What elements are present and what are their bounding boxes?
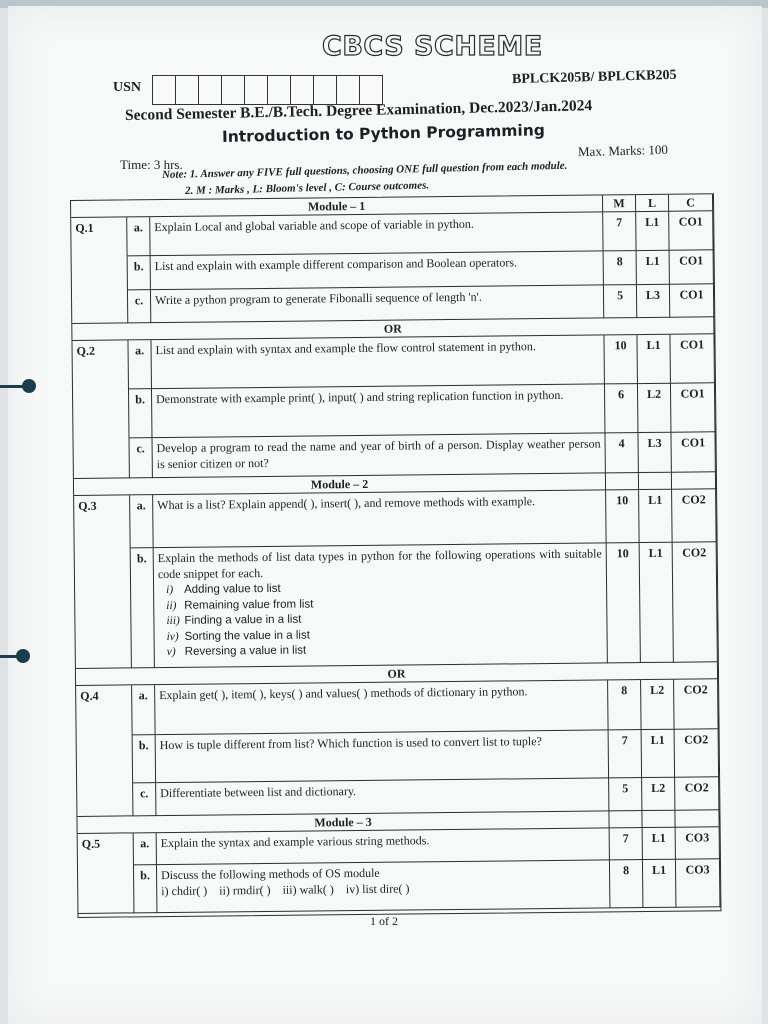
sub-label: b.: [133, 735, 157, 783]
blooms-level: L3: [637, 285, 670, 318]
course-outcome: CO1: [669, 211, 713, 250]
sub-item-list: [166, 579, 603, 661]
or-divider: OR: [72, 317, 714, 341]
course-outcome: CO1: [670, 250, 714, 284]
marks: 7: [610, 828, 643, 860]
module-1-header: Module – 1: [71, 195, 603, 218]
sub-label: b.: [134, 865, 158, 913]
marks: 8: [608, 680, 642, 730]
question-text: Explain the methods of list data types in python for the following operations with suitable code snippet for each.: [157, 546, 602, 581]
sub-item: iv) Sorting the value in a list: [166, 629, 310, 643]
blooms-level: L1: [637, 251, 670, 285]
blooms-level: L2: [641, 680, 675, 730]
usn-digit-box[interactable]: [175, 75, 199, 105]
sub-item: ii) Remaining value from list: [166, 598, 314, 612]
note-line-1: Note: 1. Answer any FIVE full questions, choosing ONE full question from each module.: [161, 159, 568, 181]
course-outcome: CO2: [673, 542, 718, 662]
col-m-header: M: [603, 195, 636, 212]
sub-label: c.: [129, 438, 152, 478]
question-text: Differentiate between list and dictionary.: [156, 778, 609, 816]
course-code: BPLCK205B/ BPLCKB205: [511, 67, 677, 88]
blooms-level: L2: [638, 384, 672, 433]
sub-label: a.: [130, 495, 154, 548]
usn-digit-box[interactable]: [336, 75, 360, 105]
marks: 7: [603, 212, 636, 251]
empty-cell: [642, 811, 675, 828]
empty-cell: [609, 811, 642, 828]
question-text-with-list: [154, 543, 608, 668]
marks: 10: [606, 490, 640, 543]
blooms-level: L3: [638, 433, 671, 473]
blooms-level: L2: [642, 778, 675, 811]
course-outcome: CO1: [670, 334, 715, 383]
question-text: Discuss the following methods of OS module: [161, 865, 380, 883]
question-text: Demonstrate with example print( ), input( ) and string replication function in python.: [152, 384, 605, 438]
question-text: Explain get( ), item( ), keys( ) and values( ) methods of dictionary in python.: [155, 680, 608, 735]
sub-label: a.: [134, 833, 157, 865]
subject-title: Introduction to Python Programming: [221, 121, 546, 146]
exam-title: Second Semester B.E./B.Tech. Degree Examination, Dec.2023/Jan.2024: [124, 97, 593, 124]
blooms-level: L1: [637, 335, 671, 384]
marks: 6: [605, 384, 639, 433]
usn-boxes: [152, 75, 382, 105]
usn-digit-box[interactable]: [152, 75, 176, 105]
question-text: List and explain with syntax and example the flow control statement in python.: [151, 335, 604, 389]
usn-digit-box[interactable]: [290, 75, 314, 105]
marks: 4: [605, 433, 638, 473]
blooms-level: L1: [642, 730, 676, 778]
note-line-2: 2. M : Marks , L: Bloom's level , C: Course outcomes.: [184, 179, 430, 197]
course-outcome: CO1: [671, 432, 715, 472]
sub-item: v) Reversing a value in list: [166, 644, 307, 659]
question-text: Explain the syntax and example various string methods.: [157, 828, 610, 865]
empty-cell: [606, 473, 639, 490]
sub-label: b.: [129, 389, 153, 438]
question-number: Q.5: [78, 833, 135, 914]
question-text: List and explain with example different comparison and Boolean operators.: [151, 251, 604, 290]
sub-item: iii) Finding a value in a list: [166, 613, 302, 628]
blooms-level: L1: [643, 828, 676, 860]
question-number: Q.2: [72, 340, 129, 479]
usn-digit-box[interactable]: [198, 75, 222, 105]
marks: 7: [609, 730, 643, 778]
marks: 10: [604, 335, 638, 384]
question-text: How is tuple different from list? Which function is used to convert list to tuple?: [156, 730, 609, 783]
sub-label: a.: [128, 340, 152, 389]
sub-label: b.: [131, 548, 155, 668]
question-number: Q.1: [71, 217, 128, 324]
punch-hole-top: [22, 379, 36, 393]
usn-digit-box[interactable]: [267, 75, 291, 105]
question-text: Develop a program to read the name and year of birth of a person. Display weather person is senior citizen or not?: [152, 433, 605, 478]
usn-digit-box[interactable]: [359, 75, 383, 105]
course-outcome: CO1: [671, 383, 716, 432]
course-outcome: CO2: [672, 489, 717, 542]
sub-label: a.: [132, 685, 156, 735]
page-number: 1 of 2: [370, 914, 398, 928]
question-text: What is a list? Explain append( ), insert( ), and remove methods with example.: [153, 490, 607, 548]
blooms-level: L1: [636, 212, 669, 251]
sub-label: c.: [133, 783, 156, 816]
question-text-multi: [157, 860, 610, 913]
empty-cell: [675, 810, 719, 827]
question-table: [70, 193, 721, 918]
question-text: Explain Local and global variable and scope of variable in python.: [150, 212, 603, 256]
usn-digit-box[interactable]: [313, 75, 337, 105]
module-2-header: Module – 2: [74, 473, 606, 496]
question-number: Q.3: [74, 495, 132, 669]
course-outcome: CO2: [675, 729, 720, 777]
question-number: Q.4: [76, 685, 133, 817]
usn-digit-box[interactable]: [221, 75, 245, 105]
course-outcome: CO2: [675, 777, 719, 810]
sub-label: c.: [128, 290, 151, 323]
sub-label: b.: [128, 256, 151, 290]
sub-label: a.: [127, 217, 150, 256]
usn-digit-box[interactable]: [244, 75, 268, 105]
module-3-header: Module – 3: [77, 811, 609, 834]
col-l-header: L: [636, 195, 669, 212]
max-marks: Max. Marks: 100: [577, 141, 669, 160]
time-allowed: Time: 3 hrs.: [120, 157, 183, 172]
course-outcome: CO3: [676, 827, 720, 859]
sub-item: i) Adding value to list: [166, 583, 281, 597]
marks: 8: [610, 860, 644, 908]
marks: 5: [609, 778, 642, 811]
punch-hole-bottom: [16, 649, 30, 663]
question-text: Write a python program to generate Fibonalli sequence of length 'n'.: [151, 285, 604, 323]
or-divider: OR: [76, 662, 718, 686]
marks: 10: [607, 543, 641, 663]
course-outcome: CO3: [676, 859, 721, 907]
question-subtext: i) chdir( ) ii) rmdir( ) iii) walk( ) iv) list dire( ): [161, 881, 410, 898]
blooms-level: L1: [643, 860, 677, 908]
empty-cell: [672, 472, 716, 489]
course-outcome: CO1: [670, 284, 714, 317]
blooms-level: L1: [640, 543, 674, 663]
scheme-title: CBCS SCHEME: [322, 31, 543, 62]
empty-cell: [639, 473, 672, 490]
blooms-level: L1: [639, 490, 673, 543]
marks: 5: [604, 285, 637, 318]
marks: 8: [604, 251, 637, 285]
usn-label: USN: [113, 80, 142, 95]
col-c-header: C: [669, 194, 713, 211]
course-outcome: CO2: [674, 679, 719, 729]
